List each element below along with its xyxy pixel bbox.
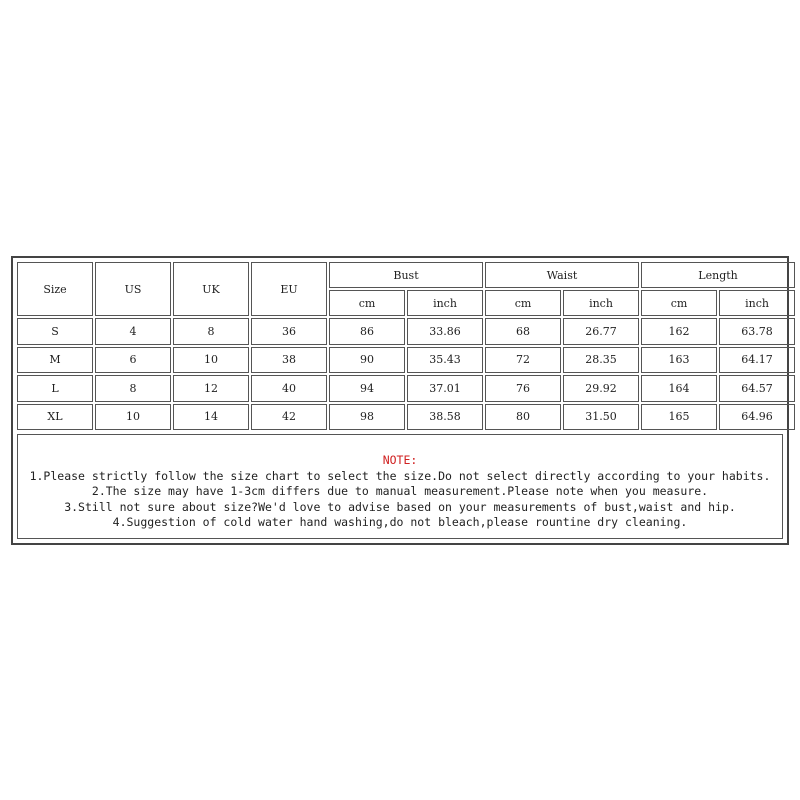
header-length-inch: inch — [719, 290, 795, 316]
header-uk: UK — [173, 262, 249, 316]
uk-cell: 14 — [173, 404, 249, 431]
length-inch-cell: 63.78 — [719, 318, 795, 345]
eu-cell: 42 — [251, 404, 327, 431]
eu-cell: 38 — [251, 347, 327, 374]
uk-cell: 8 — [173, 318, 249, 345]
eu-cell: 36 — [251, 318, 327, 345]
length-cm-cell: 163 — [641, 347, 717, 374]
uk-cell: 10 — [173, 347, 249, 374]
waist-cm-cell: 68 — [485, 318, 561, 345]
size-cell: S — [17, 318, 93, 345]
header-length-cm: cm — [641, 290, 717, 316]
note-line-2: 2.The size may have 1-3cm differs due to manual measurement.Please note when you measure. — [91, 484, 709, 498]
uk-cell: 12 — [173, 375, 249, 402]
length-inch-cell: 64.96 — [719, 404, 795, 431]
bust-cm-cell: 98 — [329, 404, 405, 431]
header-us: US — [95, 262, 171, 316]
size-cell: M — [17, 347, 93, 374]
eu-cell: 40 — [251, 375, 327, 402]
bust-inch-cell: 38.58 — [407, 404, 483, 431]
bust-cm-cell: 86 — [329, 318, 405, 345]
note-title: NOTE: — [382, 453, 418, 467]
waist-inch-cell: 29.92 — [563, 375, 639, 402]
header-waist-cm: cm — [485, 290, 561, 316]
table-row — [17, 404, 795, 431]
table-row — [17, 318, 795, 345]
length-inch-cell: 64.57 — [719, 375, 795, 402]
waist-cm-cell: 80 — [485, 404, 561, 431]
header-length: Length — [641, 262, 795, 288]
us-cell: 10 — [95, 404, 171, 431]
table-row — [17, 375, 795, 402]
us-cell: 4 — [95, 318, 171, 345]
size-cell: L — [17, 375, 93, 402]
note-line-3: 3.Still not sure about size?We'd love to advise based on your measurements of bust,waist and hip. — [64, 499, 736, 514]
size-chart — [11, 256, 789, 545]
us-cell: 8 — [95, 375, 171, 402]
header-bust-cm: cm — [329, 290, 405, 316]
waist-cm-cell: 72 — [485, 347, 561, 374]
waist-inch-cell: 31.50 — [563, 404, 639, 431]
bust-inch-cell: 35.43 — [407, 347, 483, 374]
table-row — [17, 347, 795, 374]
length-cm-cell: 165 — [641, 404, 717, 431]
header-waist: Waist — [485, 262, 639, 288]
note-line-4: 4.Suggestion of cold water hand washing,do not bleach,please rountine dry cleaning. — [112, 515, 688, 529]
header-row-1 — [17, 262, 795, 288]
length-cm-cell: 162 — [641, 318, 717, 345]
header-size: Size — [17, 262, 93, 316]
us-cell: 6 — [95, 347, 171, 374]
waist-inch-cell: 28.35 — [563, 347, 639, 374]
bust-inch-cell: 37.01 — [407, 375, 483, 402]
size-cell: XL — [17, 404, 93, 431]
waist-cm-cell: 76 — [485, 375, 561, 402]
bust-cm-cell: 94 — [329, 375, 405, 402]
bust-cm-cell: 90 — [329, 347, 405, 374]
header-bust: Bust — [329, 262, 483, 288]
length-inch-cell: 64.17 — [719, 347, 795, 374]
header-bust-inch: inch — [407, 290, 483, 316]
notes-box — [17, 434, 783, 539]
header-waist-inch: inch — [563, 290, 639, 316]
bust-inch-cell: 33.86 — [407, 318, 483, 345]
length-cm-cell: 164 — [641, 375, 717, 402]
size-table — [15, 260, 797, 432]
note-line-1: 1.Please strictly follow the size chart to select the size.Do not select directly according to your habits. — [29, 468, 771, 483]
header-eu: EU — [251, 262, 327, 316]
waist-inch-cell: 26.77 — [563, 318, 639, 345]
